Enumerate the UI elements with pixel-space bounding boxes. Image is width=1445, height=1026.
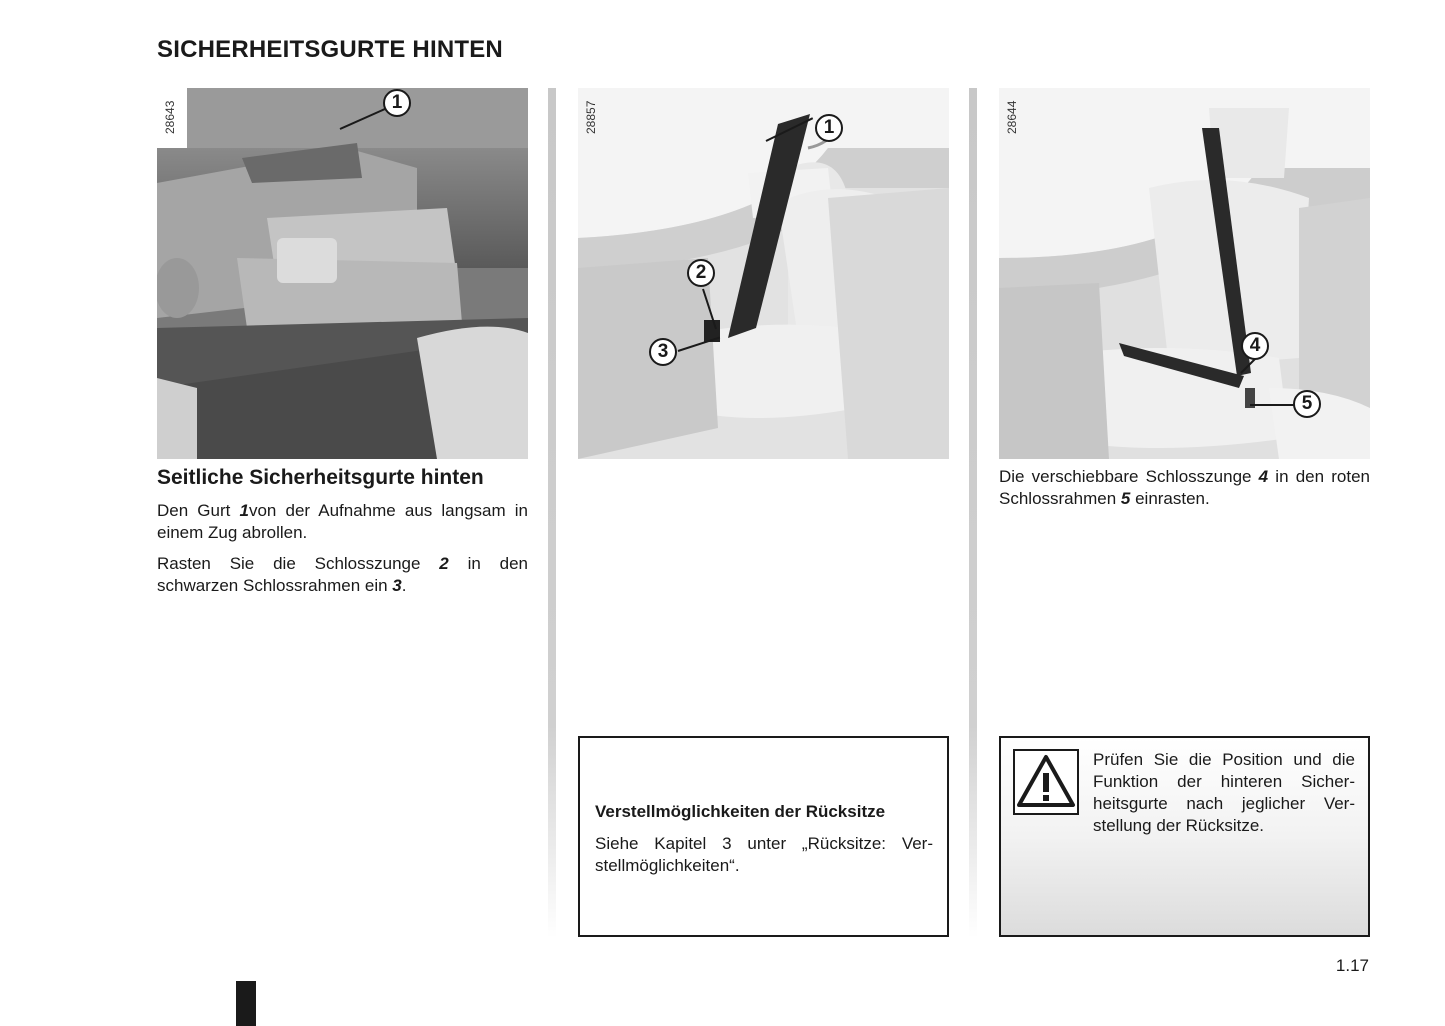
instruction-paragraph: Den Gurt 1von der Aufnahme aus langsam in einem Zug abrollen. — [157, 501, 528, 542]
note-text: Siehe Kapitel 3 unter „Rücksitze: Ver-stellmöglichkeiten“. — [595, 834, 933, 875]
instruction-paragraph: Rasten Sie die Schlosszunge 2 in den schwarzen Schlossrahmen ein 3. — [157, 554, 528, 595]
note-title: Verstellmöglichkeiten der Rücksitze — [595, 802, 886, 821]
warning-box — [999, 736, 1370, 937]
page-title: SICHERHEITSGURTE HINTEN — [157, 36, 503, 63]
callout-leader — [1250, 404, 1294, 406]
page-number: 1.17 — [1335, 956, 1369, 975]
callout-marker: 5 — [1293, 390, 1321, 418]
chapter-tab-marker — [236, 981, 256, 1026]
section-heading: Seitliche Sicherheitsgurte hinten — [157, 466, 484, 489]
column-divider — [969, 88, 977, 938]
callout-marker: 1 — [383, 89, 411, 117]
figure-folded-seat — [157, 88, 528, 459]
warning-triangle-icon — [1013, 749, 1079, 815]
callout-marker: 4 — [1241, 332, 1269, 360]
column-divider — [548, 88, 556, 938]
callout-marker: 1 — [815, 114, 843, 142]
figure-number: 28857 — [584, 100, 598, 134]
warning-text: Prüfen Sie die Position und die Funktion der hinteren Sicher-heitsgurte nach jeglicher Ver-stellung der Rücksitze. — [1093, 750, 1355, 835]
callout-marker: 3 — [649, 338, 677, 366]
note-box — [578, 736, 949, 937]
callout-marker: 2 — [687, 259, 715, 287]
instruction-paragraph: Die verschiebbare Schlosszunge 4 in den roten Schlossrahmen 5 einrasten. — [999, 467, 1370, 508]
figure-number: 28643 — [163, 100, 177, 134]
figure-number: 28644 — [1005, 100, 1019, 134]
figure-seat-belt-buckle — [578, 88, 949, 459]
